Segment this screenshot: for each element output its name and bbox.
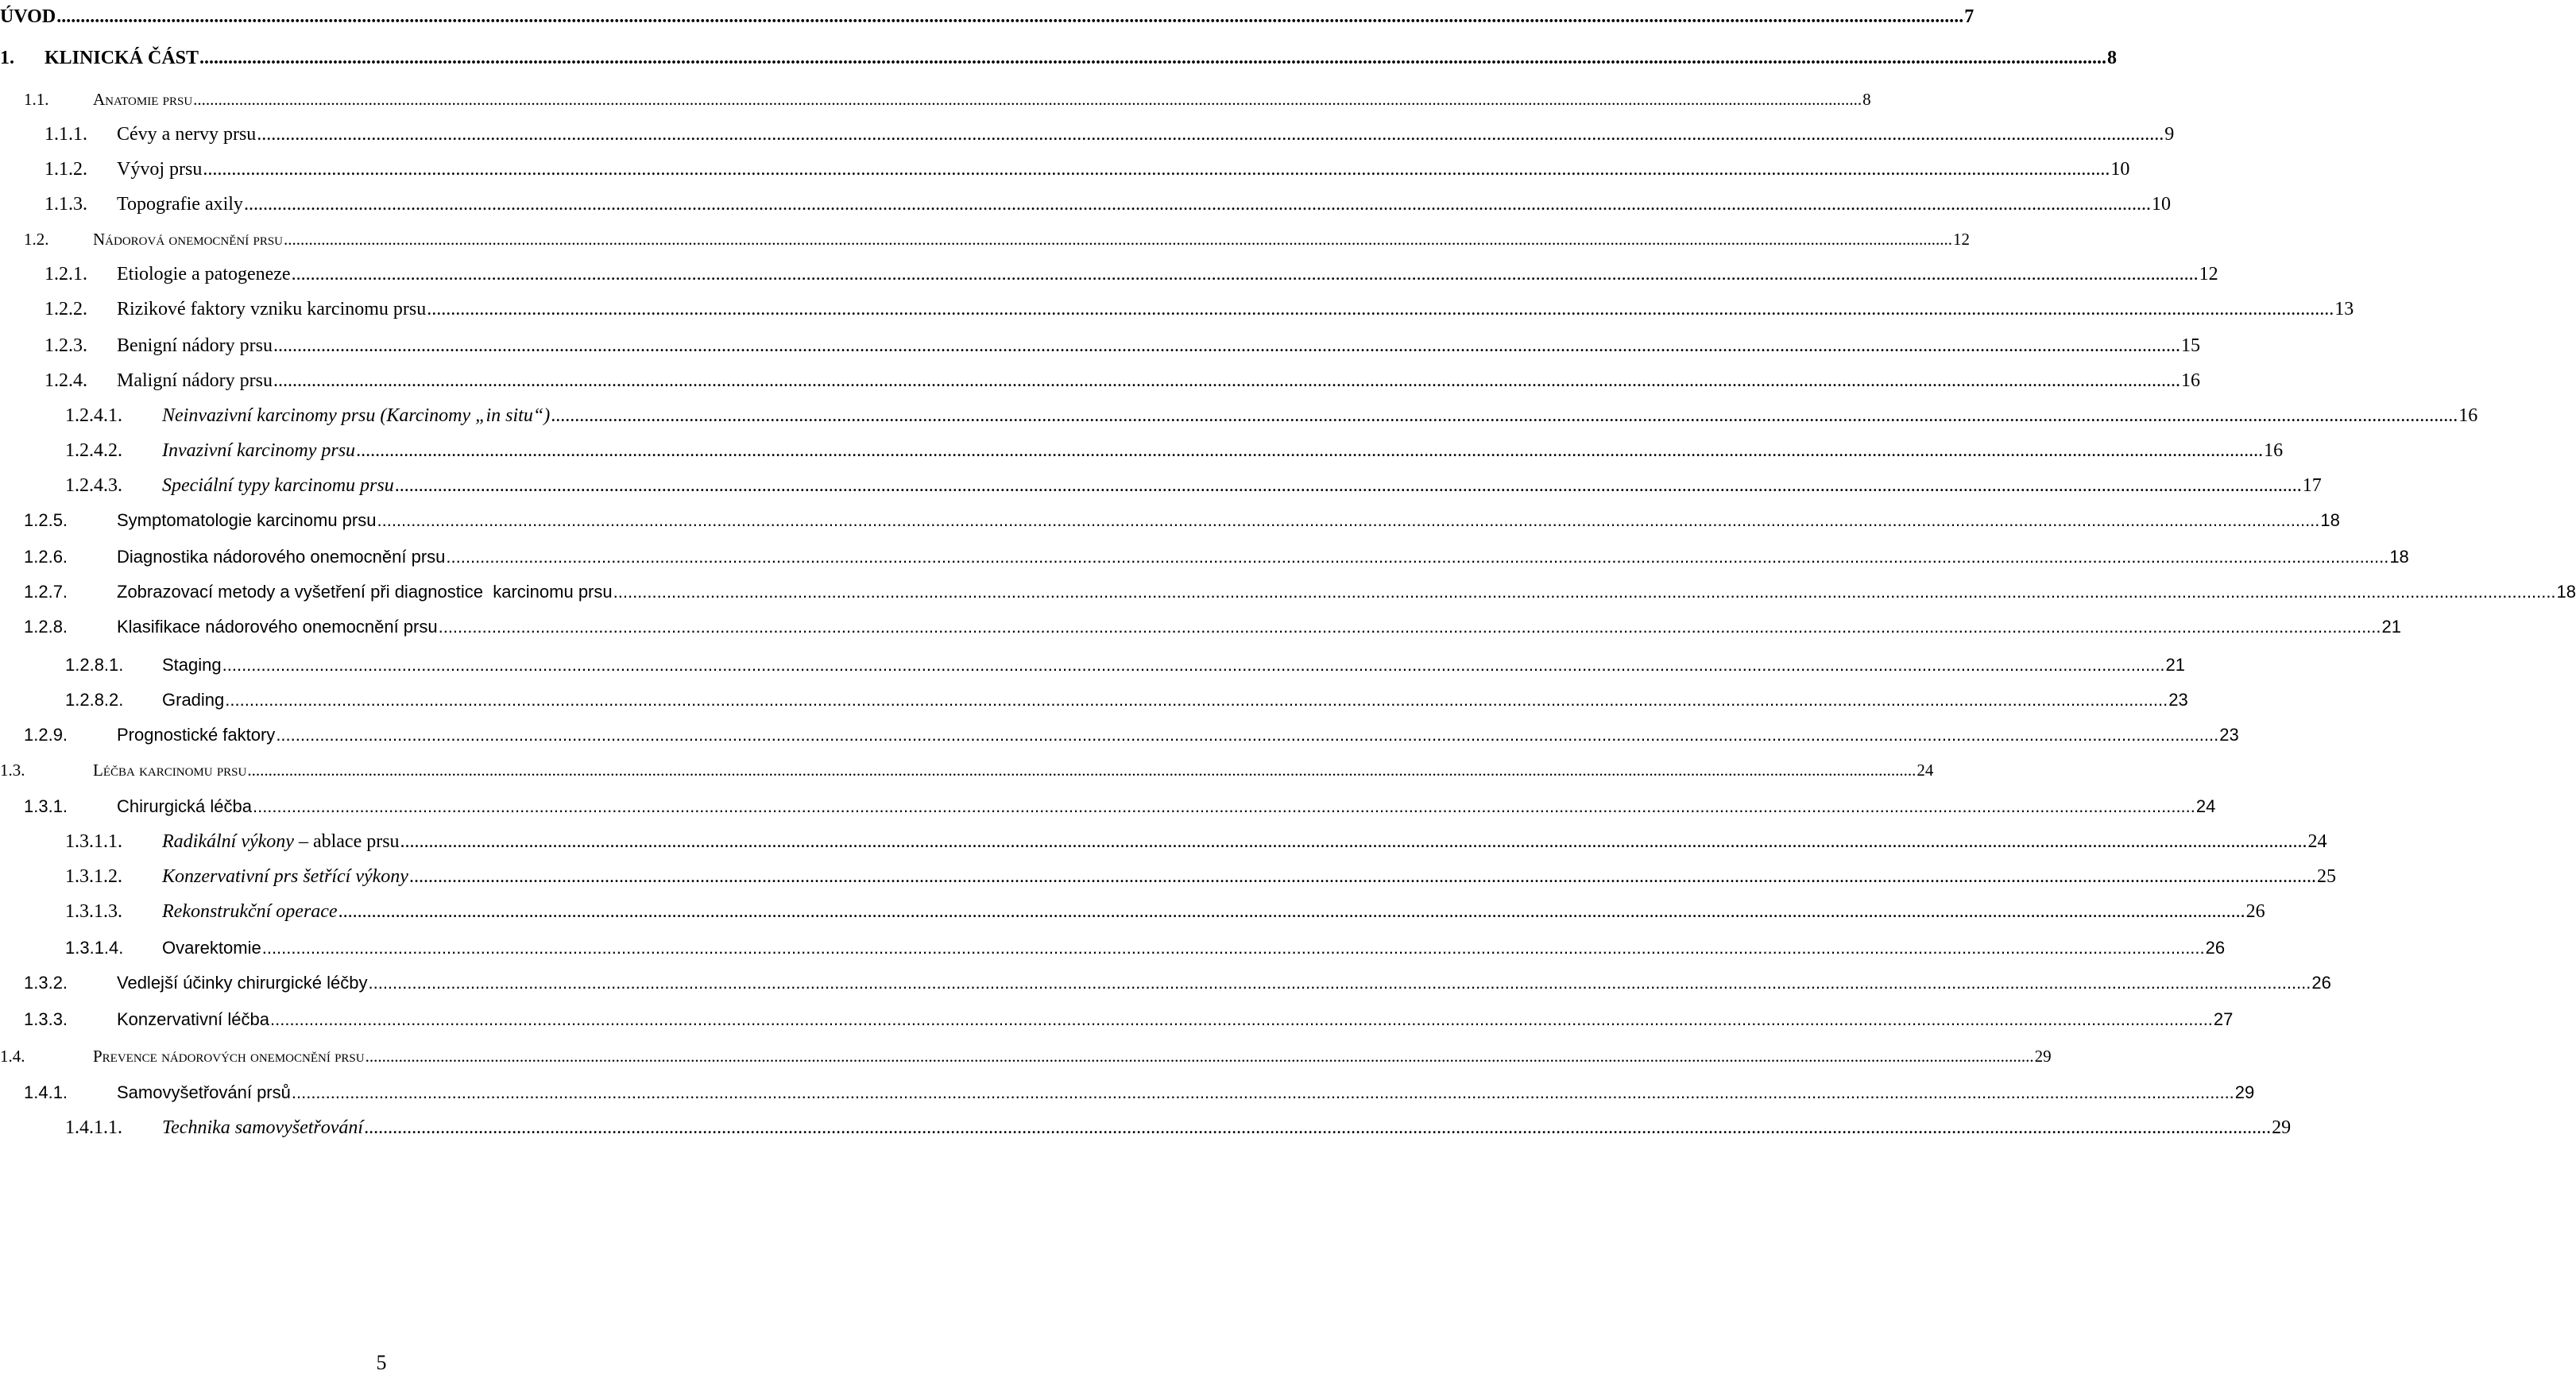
toc-entry[interactable] bbox=[0, 292, 2354, 321]
toc-entry[interactable] bbox=[0, 718, 2239, 747]
toc-entry-page: 26 bbox=[2205, 938, 2226, 958]
toc-entry-line bbox=[162, 865, 2336, 888]
toc-entry-page: 16 bbox=[2458, 405, 2478, 426]
toc-dot-leader: ................................................................................................................................................................................................................................................................................................................................................................................................................ bbox=[193, 90, 1862, 109]
toc-entry[interactable] bbox=[0, 648, 2186, 677]
toc-entry-page: 16 bbox=[2180, 370, 2200, 391]
toc-entry-number: 1.2.4.2. bbox=[65, 440, 122, 461]
toc-entry-page: 26 bbox=[2311, 973, 2331, 993]
toc-entry-page: 15 bbox=[2180, 335, 2200, 356]
toc-entry-number: 1.3.1. bbox=[24, 796, 68, 816]
toc-dot-leader: ................................................................................................................................................................................................................................................................................................................................................................................................................ bbox=[261, 938, 2205, 958]
toc-entry[interactable] bbox=[0, 610, 2401, 639]
toc-entry-number: 1.4.1.1. bbox=[65, 1117, 122, 1138]
toc-entry-title: Technika samovyšetřování bbox=[162, 1117, 364, 1138]
toc-entry-line bbox=[162, 936, 2226, 960]
toc-entry[interactable] bbox=[0, 188, 2171, 216]
toc-entry[interactable] bbox=[0, 825, 2327, 854]
toc-entry-title: Symptomatologie karcinomu prsu bbox=[117, 510, 377, 530]
toc-entry-number: 1.2.4. bbox=[44, 370, 87, 391]
toc-entry-line bbox=[162, 688, 2188, 712]
toc-dot-leader: ................................................................................................................................................................................................................................................................................................................................................................................................................ bbox=[243, 194, 2151, 215]
toc-entry[interactable] bbox=[0, 364, 2200, 393]
toc-entry-line bbox=[93, 758, 1934, 782]
toc-entry-page: 10 bbox=[2151, 194, 2171, 215]
toc-dot-leader: ................................................................................................................................................................................................................................................................................................................................................................................................................ bbox=[257, 124, 2164, 145]
toc-entry-page: 23 bbox=[2219, 725, 2239, 745]
toc-entry-page: 21 bbox=[2165, 655, 2186, 675]
toc-entry-title: Rizikové faktory vzniku karcinomu prsu bbox=[117, 299, 427, 319]
toc-entry-line bbox=[117, 1081, 2255, 1105]
toc-entry-line bbox=[117, 157, 2130, 181]
toc-entry-line bbox=[162, 830, 2327, 854]
toc-entry-title: Etiologie a patogeneze bbox=[117, 264, 291, 285]
toc-entry-number: 1.4.1. bbox=[24, 1082, 68, 1102]
toc-entry-number: 1.2.8.1. bbox=[65, 655, 124, 675]
toc-entry-number: 1.1.1. bbox=[44, 124, 87, 145]
toc-entry-line bbox=[117, 122, 2175, 146]
toc-entry-title: Chirurgická léčba bbox=[117, 796, 252, 816]
toc-entry-number: 1.1. bbox=[24, 90, 49, 109]
toc-entry[interactable] bbox=[0, 575, 2576, 604]
toc-entry-line bbox=[117, 971, 2331, 995]
toc-entry-line bbox=[117, 297, 2354, 321]
toc-dot-leader: ................................................................................................................................................................................................................................................................................................................................................................................................................ bbox=[427, 299, 2334, 319]
toc-entry[interactable] bbox=[0, 966, 2331, 995]
toc-entry-number: 1.2.4.1. bbox=[65, 405, 122, 426]
toc-dot-leader: ................................................................................................................................................................................................................................................................................................................................................................................................................ bbox=[291, 1082, 2234, 1102]
toc-entry-line bbox=[117, 509, 2340, 532]
toc-dot-leader: ................................................................................................................................................................................................................................................................................................................................................................................................................ bbox=[551, 405, 2458, 426]
toc-entry-title: Rekonstrukční operace bbox=[162, 901, 338, 922]
toc-entry-page: 17 bbox=[2302, 475, 2322, 496]
toc-entry-title: Diagnostika nádorového onemocnění prsu bbox=[117, 547, 446, 567]
toc-entry-page: 16 bbox=[2264, 440, 2284, 461]
toc-entry-page: 26 bbox=[2245, 901, 2265, 922]
toc-entry[interactable] bbox=[0, 540, 2409, 569]
toc-dot-leader: ................................................................................................................................................................................................................................................................................................................................................................................................................ bbox=[203, 159, 2110, 180]
toc-entry-title: Konzervativní léčba bbox=[117, 1009, 269, 1029]
toc-entry-line bbox=[162, 404, 2478, 428]
toc-entry-number: 1.1.3. bbox=[44, 194, 87, 215]
toc-entry[interactable] bbox=[0, 41, 2118, 70]
toc-entry-title: Grading bbox=[162, 690, 225, 710]
toc-entry-page: 24 bbox=[2307, 831, 2327, 852]
toc-entry-page: 10 bbox=[2110, 159, 2130, 180]
toc-entry-title: Vedlejší účinky chirurgické léčby bbox=[117, 973, 368, 993]
toc-entry[interactable] bbox=[0, 895, 2265, 923]
toc-entry-line bbox=[162, 900, 2265, 923]
toc-entry-number: 1.2.5. bbox=[24, 510, 68, 530]
toc-entry-line bbox=[117, 580, 2576, 604]
toc-entry[interactable] bbox=[0, 0, 1975, 29]
toc-dot-leader: ................................................................................................................................................................................................................................................................................................................................................................................................................ bbox=[284, 230, 1953, 249]
toc-dot-leader: ................................................................................................................................................................................................................................................................................................................................................................................................................ bbox=[273, 370, 2180, 391]
toc-entry-page: 21 bbox=[2381, 617, 2401, 637]
toc-dot-leader: ................................................................................................................................................................................................................................................................................................................................................................................................................ bbox=[225, 690, 2168, 710]
toc-entry[interactable] bbox=[0, 399, 2478, 428]
toc-dot-leader: ................................................................................................................................................................................................................................................................................................................................................................................................................ bbox=[356, 440, 2264, 461]
toc-entry-number: 1.3.1.1. bbox=[65, 831, 122, 852]
toc-entry[interactable] bbox=[0, 1039, 2052, 1068]
toc-entry-title: Invazivní karcinomy prsu bbox=[162, 440, 356, 461]
toc-entry[interactable] bbox=[0, 1003, 2234, 1032]
toc-entry-line bbox=[117, 615, 2401, 639]
toc-entry-title: Staging bbox=[162, 655, 222, 675]
toc-dot-leader: ................................................................................................................................................................................................................................................................................................................................................................................................................ bbox=[446, 547, 2389, 567]
toc-entry-page: 8 bbox=[2107, 48, 2118, 68]
toc-entry-page: 12 bbox=[2199, 264, 2218, 285]
toc-dot-leader: ................................................................................................................................................................................................................................................................................................................................................................................................................ bbox=[368, 973, 2311, 993]
toc-entry-number: 1.4. bbox=[0, 1047, 25, 1066]
toc-entry-number: 1. bbox=[0, 48, 14, 68]
page-number: 5 bbox=[376, 1351, 387, 1374]
toc-entry-title: KLINICKÁ ČÁST bbox=[44, 48, 199, 68]
toc-dot-leader: ................................................................................................................................................................................................................................................................................................................................................................................................................ bbox=[438, 617, 2381, 637]
toc-entry-number: 1.3.1.3. bbox=[65, 901, 122, 922]
toc-entry-number: 1.2. bbox=[24, 230, 49, 249]
toc-entry-number: 1.2.7. bbox=[24, 582, 68, 602]
toc-entry-line bbox=[117, 545, 2409, 569]
toc-entry-line bbox=[117, 192, 2171, 216]
toc-entry[interactable] bbox=[0, 683, 2188, 712]
toc-entry[interactable] bbox=[0, 153, 2130, 181]
toc-entry-title: Prognostické faktory bbox=[117, 725, 276, 745]
toc-dot-leader: ................................................................................................................................................................................................................................................................................................................................................................................................................ bbox=[252, 796, 2195, 816]
toc-entry-title: Speciální typy karcinomu prsu bbox=[162, 475, 394, 496]
toc-entry-page: 29 bbox=[2272, 1117, 2292, 1138]
toc-entry[interactable] bbox=[0, 469, 2322, 497]
toc-dot-leader: ................................................................................................................................................................................................................................................................................................................................................................................................................ bbox=[400, 831, 2307, 852]
toc-entry-page: 18 bbox=[2320, 510, 2340, 530]
toc-entry-page: 24 bbox=[2195, 796, 2216, 816]
toc-entry-line bbox=[162, 1116, 2292, 1140]
toc-dot-leader: ................................................................................................................................................................................................................................................................................................................................................................................................................ bbox=[273, 335, 2180, 356]
toc-dot-leader: ................................................................................................................................................................................................................................................................................................................................................................................................................ bbox=[247, 761, 1917, 780]
toc-entry-title: Topografie axily bbox=[117, 194, 243, 215]
toc-entry-title: Vývoj prsu bbox=[117, 159, 203, 180]
toc-entry-page: 25 bbox=[2316, 866, 2336, 887]
toc-entry-line bbox=[162, 474, 2322, 497]
toc-entry[interactable] bbox=[0, 1076, 2255, 1105]
toc-entry-page: 13 bbox=[2334, 299, 2354, 319]
toc-dot-leader: ................................................................................................................................................................................................................................................................................................................................................................................................................ bbox=[377, 510, 2320, 530]
toc-dot-leader: ................................................................................................................................................................................................................................................................................................................................................................................................................ bbox=[394, 475, 2302, 496]
toc-entry-line bbox=[117, 795, 2216, 819]
toc-entry-page: 23 bbox=[2168, 690, 2188, 710]
toc-dot-leader: ................................................................................................................................................................................................................................................................................................................................................................................................................ bbox=[365, 1047, 2034, 1066]
toc-entry-page: 29 bbox=[2034, 1047, 2052, 1066]
toc-entry-line bbox=[44, 46, 2118, 70]
toc-entry-title-extra: – ablace prsu bbox=[293, 831, 400, 852]
toc-entry-title: Ovarektomie bbox=[162, 938, 261, 958]
toc-entry-title: Léčba karcinomu prsu bbox=[93, 761, 247, 780]
toc-entry-page: 7 bbox=[1964, 6, 1975, 27]
toc-dot-leader: ................................................................................................................................................................................................................................................................................................................................................................................................................ bbox=[364, 1117, 2272, 1138]
toc-entry-number: 1.2.8.2. bbox=[65, 690, 124, 710]
toc-entry-number: 1.3.2. bbox=[24, 973, 68, 993]
toc-entry-title: Zobrazovací metody a vyšetření při diagnostice karcinomu prsu bbox=[117, 582, 613, 602]
toc-entry-title: Klasifikace nádorového onemocnění prsu bbox=[117, 617, 438, 637]
toc-entry-page: 27 bbox=[2213, 1009, 2234, 1029]
toc-entry-title: Neinvazivní karcinomy prsu (Karcinomy „in situ“) bbox=[162, 405, 551, 426]
toc-entry-line bbox=[117, 723, 2239, 747]
toc-entry[interactable] bbox=[0, 223, 1971, 251]
toc-dot-leader: ................................................................................................................................................................................................................................................................................................................................................................................................................ bbox=[613, 582, 2556, 602]
toc-entry-line bbox=[117, 262, 2218, 286]
toc-entry-line bbox=[162, 653, 2186, 677]
toc-entry-page: 24 bbox=[1917, 761, 1934, 780]
toc-entry-title: Nádorová onemocnění prsu bbox=[93, 230, 284, 249]
toc-dot-leader: ................................................................................................................................................................................................................................................................................................................................................................................................................ bbox=[338, 901, 2245, 922]
toc-entry[interactable] bbox=[0, 504, 2340, 532]
toc-dot-leader: ................................................................................................................................................................................................................................................................................................................................................................................................................ bbox=[56, 6, 1964, 27]
toc-entry-number: 1.2.6. bbox=[24, 547, 68, 567]
toc-dot-leader: ................................................................................................................................................................................................................................................................................................................................................................................................................ bbox=[291, 264, 2199, 285]
toc-entry-number: 1.2.4.3. bbox=[65, 475, 122, 496]
toc-dot-leader: ................................................................................................................................................................................................................................................................................................................................................................................................................ bbox=[270, 1009, 2213, 1029]
toc-entry[interactable] bbox=[0, 790, 2216, 819]
toc-entry-title: Cévy a nervy prsu bbox=[117, 124, 257, 145]
toc-entry-page: 18 bbox=[2556, 582, 2576, 602]
toc-entry-number: 1.3.1.2. bbox=[65, 866, 122, 887]
toc-entry-title: Konzervativní prs šetřící výkony bbox=[162, 866, 408, 887]
toc-entry-line bbox=[117, 369, 2200, 393]
toc-entry-number: 1.1.2. bbox=[44, 159, 87, 180]
toc-entry-line bbox=[162, 439, 2284, 463]
toc-entry-title: Radikální výkony bbox=[162, 831, 294, 852]
toc-entry-number: 1.3.3. bbox=[24, 1009, 68, 1029]
toc-entry[interactable] bbox=[0, 329, 2200, 358]
toc-entry-title: Maligní nádory prsu bbox=[117, 370, 273, 391]
toc-entry-line bbox=[0, 5, 1975, 29]
toc-entry-page: 9 bbox=[2164, 124, 2175, 145]
toc-entry-page: 8 bbox=[1862, 90, 1871, 109]
toc-entry-number: 1.2.9. bbox=[24, 725, 68, 745]
toc-entry[interactable] bbox=[0, 83, 1871, 111]
toc-entry-line bbox=[93, 1044, 2052, 1068]
toc-entry-number: 1.3.1.4. bbox=[65, 938, 124, 958]
toc-entry-line bbox=[117, 334, 2200, 358]
toc-entry-line bbox=[117, 1008, 2234, 1032]
toc-entry-page: 29 bbox=[2234, 1082, 2255, 1102]
toc-entry[interactable] bbox=[0, 860, 2336, 888]
toc-entry-line bbox=[93, 87, 1871, 111]
toc-entry-title: ÚVOD bbox=[0, 6, 56, 27]
toc-entry[interactable] bbox=[0, 753, 1934, 782]
toc-entry[interactable] bbox=[0, 434, 2284, 463]
toc-dot-leader: ................................................................................................................................................................................................................................................................................................................................................................................................................ bbox=[408, 866, 2316, 887]
toc-entry-number: 1.2.2. bbox=[44, 299, 87, 319]
toc-entry[interactable] bbox=[0, 118, 2175, 146]
toc-entry-page: 12 bbox=[1953, 230, 1971, 249]
toc-entry-line bbox=[93, 227, 1971, 251]
toc-entry-page: 18 bbox=[2389, 547, 2409, 567]
toc-entry-title: Benigní nádory prsu bbox=[117, 335, 273, 356]
toc-dot-leader: ................................................................................................................................................................................................................................................................................................................................................................................................................ bbox=[199, 48, 2107, 68]
toc-dot-leader: ................................................................................................................................................................................................................................................................................................................................................................................................................ bbox=[222, 655, 2165, 675]
toc-entry[interactable] bbox=[0, 257, 2218, 286]
toc-entry[interactable] bbox=[0, 1111, 2292, 1140]
toc-entry-title: Anatomie prsu bbox=[93, 90, 193, 109]
toc-entry[interactable] bbox=[0, 931, 2226, 960]
toc-entry-number: 1.2.8. bbox=[24, 617, 68, 637]
toc-entry-number: 1.2.3. bbox=[44, 335, 87, 356]
toc-dot-leader: ................................................................................................................................................................................................................................................................................................................................................................................................................ bbox=[276, 725, 2219, 745]
toc-entry-number: 1.3. bbox=[0, 761, 25, 780]
toc-entry-title: Samovyšetřování prsů bbox=[117, 1082, 291, 1102]
toc-entry-number: 1.2.1. bbox=[44, 264, 87, 285]
toc-entry-title: Prevence nádorových onemocnění prsu bbox=[93, 1047, 365, 1066]
